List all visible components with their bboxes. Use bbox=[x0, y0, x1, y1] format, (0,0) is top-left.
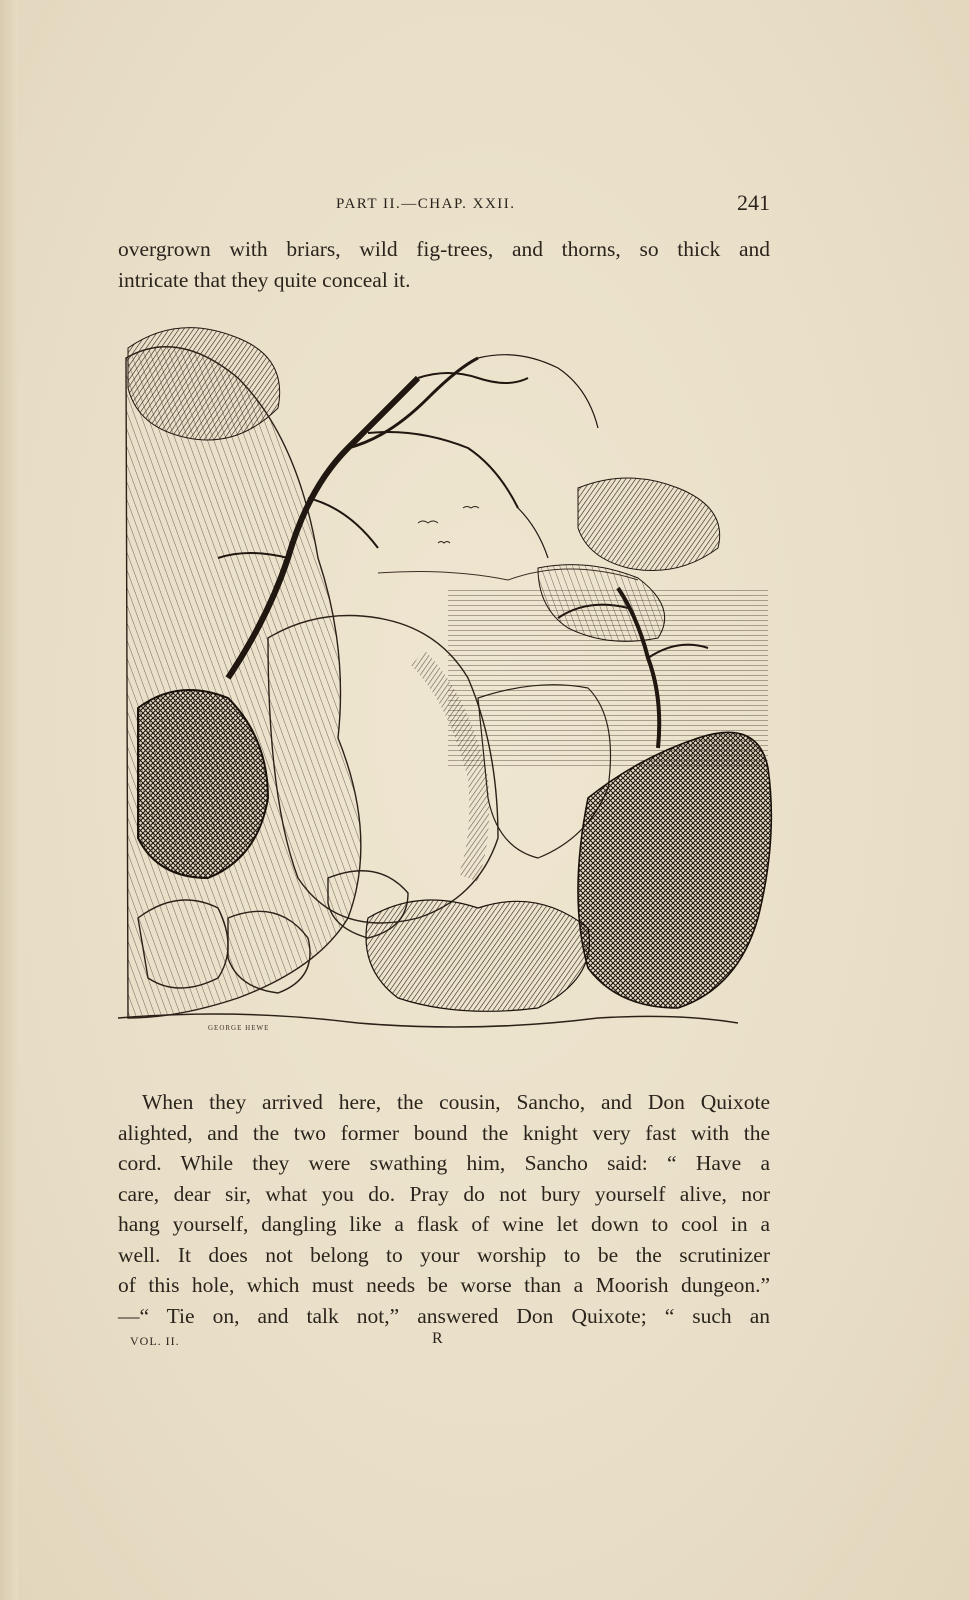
flying-birds bbox=[418, 507, 479, 544]
page-gutter-shadow bbox=[0, 0, 18, 1600]
engraved-illustration bbox=[118, 318, 778, 1058]
engraver-signature: GEORGE HEWE bbox=[208, 1024, 270, 1032]
foreground-shrubs bbox=[366, 900, 589, 1011]
text-line: —“ Tie on, and talk not,” answered Don Quixote; “ such an bbox=[118, 1303, 770, 1328]
chapter-heading: PART II.—CHAP. XXII. bbox=[336, 196, 516, 212]
text-line: alighted, and the two former bound the knight very fast with the bbox=[118, 1120, 770, 1145]
right-dark-cliff bbox=[578, 732, 771, 1008]
running-head bbox=[118, 190, 770, 220]
foliage-right-crown bbox=[578, 478, 720, 571]
cave-landscape-engraving bbox=[118, 318, 778, 1058]
page-footer bbox=[130, 1330, 460, 1352]
text-line: cord. While they were swathing him, Sancho said: “ Have a bbox=[118, 1151, 770, 1175]
text-line: care, dear sir, what you do. Pray do not bury yourself alive, nor bbox=[118, 1181, 770, 1206]
left-cliff bbox=[126, 347, 361, 1018]
continued-paragraph bbox=[118, 234, 770, 295]
printer-signature-mark: R bbox=[432, 1330, 443, 1347]
text-line: of this hole, which must needs be worse than a Moorish dungeon.” bbox=[118, 1273, 770, 1297]
text-line: hang yourself, dangling like a flask of wine let down to cool in a bbox=[118, 1212, 770, 1236]
volume-label: VOL. II. bbox=[130, 1334, 180, 1348]
text-line: well. It does not belong to your worship to be the scrutinizer bbox=[118, 1242, 770, 1267]
foliage-top-left bbox=[128, 328, 280, 440]
text-line: When they arrived here, the cousin, Sancho, and Don Quixote bbox=[142, 1090, 770, 1114]
page-number: 241 bbox=[737, 190, 770, 215]
text-line: overgrown with briars, wild fig-trees, and thorns, so thick and bbox=[118, 237, 770, 261]
text-line: intricate that they quite conceal it. bbox=[118, 267, 411, 292]
main-paragraph bbox=[118, 1087, 770, 1331]
